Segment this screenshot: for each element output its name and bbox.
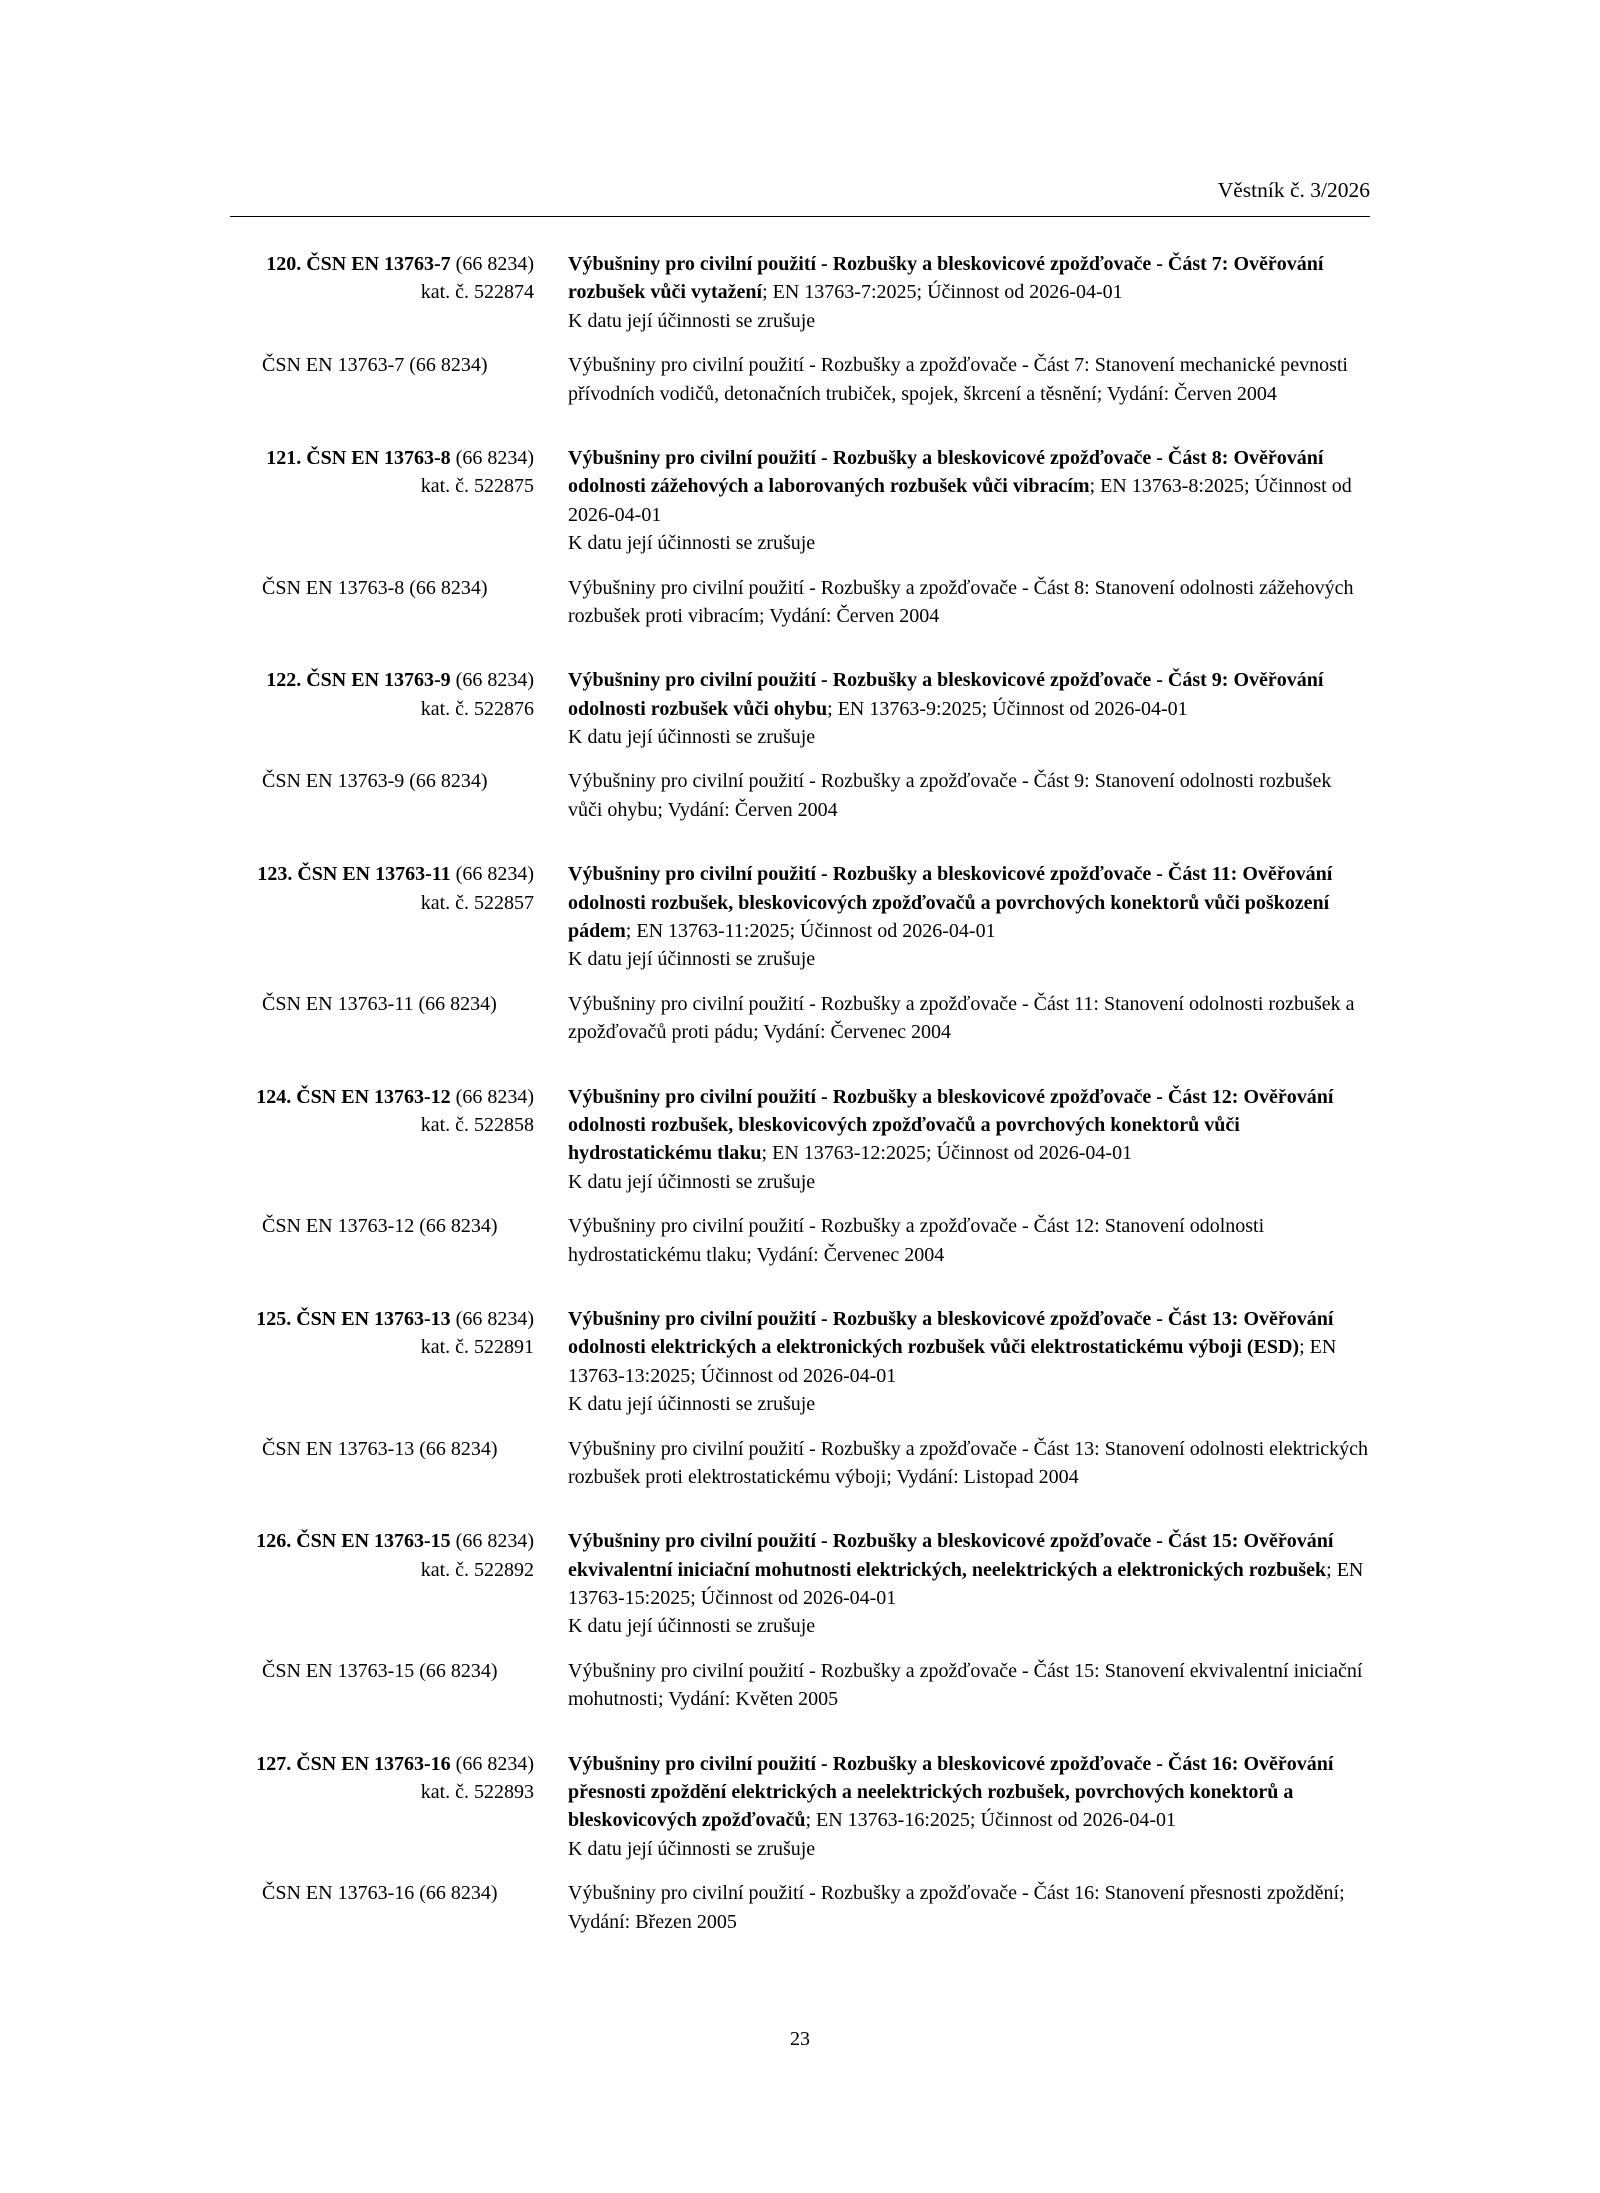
standard-title-tail: ; EN 13763-9:2025; Účinnost od 2026-04-01 <box>827 697 1188 720</box>
standard-identifier-block <box>230 1527 550 1584</box>
catalog-number: kat. č. 522858 <box>420 1113 534 1136</box>
superseded-description-block <box>550 574 1370 631</box>
standard-entry-main <box>230 1305 1370 1419</box>
standard-entry-main <box>230 860 1370 974</box>
superseded-code: ČSN EN 13763-16 (66 8234) <box>262 1882 498 1905</box>
standard-entry-main <box>230 1750 1370 1864</box>
superseded-description: Výbušniny pro civilní použití - Rozbušky a zpožďovače - Část 13: Stanovení odolnosti elektrických rozbušek proti elektrostatickému výboji; Vydání: Listopad 2004 <box>568 1437 1368 1488</box>
standard-code: ČSN EN 13763-11 <box>297 863 451 886</box>
cancellation-note: K datu její účinnosti se zrušuje <box>568 532 816 555</box>
superseded-description-block <box>550 1212 1370 1269</box>
standard-title-block <box>550 1083 1370 1197</box>
entry-number: 127. <box>256 1752 292 1775</box>
standard-title-tail: ; EN 13763-15:2025; Účinnost od 2026-04-01 <box>568 1558 1364 1610</box>
standard-entry-superseded <box>230 1212 1370 1269</box>
standard-code: ČSN EN 13763-12 <box>296 1085 451 1108</box>
standard-title-block <box>550 250 1370 335</box>
standard-title-block <box>550 1750 1370 1864</box>
standard-code: ČSN EN 13763-8 <box>306 446 451 469</box>
superseded-description: Výbušniny pro civilní použití - Rozbušky a zpožďovače - Část 16: Stanovení přesnosti zpoždění; Vydání: Březen 2005 <box>568 1882 1345 1933</box>
standard-code: ČSN EN 13763-16 <box>296 1752 451 1775</box>
standard-identifier-block <box>230 1750 550 1807</box>
header-divider <box>230 216 1370 217</box>
standard-entry <box>230 1527 1370 1713</box>
page-footer <box>0 2028 1600 2051</box>
catalog-number: kat. č. 522857 <box>420 891 534 914</box>
cancellation-note: K datu její účinnosti se zrušuje <box>568 1393 816 1416</box>
superseded-description-block <box>550 767 1370 824</box>
superseded-description-block <box>550 990 1370 1047</box>
standard-title-tail: ; EN 13763-13:2025; Účinnost od 2026-04-01 <box>568 1336 1337 1387</box>
standard-entry <box>230 1750 1370 1936</box>
superseded-code: ČSN EN 13763-12 (66 8234) <box>262 1215 498 1238</box>
superseded-identifier <box>230 1657 550 1685</box>
superseded-code: ČSN EN 13763-13 (66 8234) <box>262 1437 498 1460</box>
superseded-identifier <box>230 1879 550 1907</box>
cancellation-note: K datu její účinnosti se zrušuje <box>568 1615 816 1638</box>
standard-entry-main <box>230 250 1370 335</box>
superseded-code: ČSN EN 13763-15 (66 8234) <box>262 1659 498 1682</box>
catalog-number: kat. č. 522874 <box>420 281 534 304</box>
superseded-identifier <box>230 351 550 379</box>
standard-entry-superseded <box>230 574 1370 631</box>
superseded-code: ČSN EN 13763-8 (66 8234) <box>262 576 488 599</box>
standard-title-block <box>550 1527 1370 1641</box>
cancellation-note: K datu její účinnosti se zrušuje <box>568 1837 816 1860</box>
standard-title-block <box>550 666 1370 751</box>
standard-identifier-block <box>230 1305 550 1362</box>
entry-number: 126. <box>256 1530 292 1553</box>
standard-title-tail: ; EN 13763-7:2025; Účinnost od 2026-04-01 <box>762 281 1123 304</box>
standard-code: ČSN EN 13763-13 <box>296 1307 451 1330</box>
standard-entry-main <box>230 666 1370 751</box>
standard-identifier-block <box>230 250 550 307</box>
standard-code: ČSN EN 13763-9 <box>306 669 451 692</box>
superseded-identifier <box>230 574 550 602</box>
standard-class: (66 8234) <box>455 253 534 275</box>
superseded-identifier <box>230 990 550 1018</box>
standard-class: (66 8234) <box>455 1307 534 1330</box>
cancellation-note: K datu její účinnosti se zrušuje <box>568 309 816 332</box>
superseded-description-block <box>550 1879 1370 1936</box>
page-number: 23 <box>790 2028 810 2050</box>
standard-identifier-block <box>230 666 550 723</box>
standard-entry-superseded <box>230 1657 1370 1714</box>
standard-title: Výbušniny pro civilní použití - Rozbušky a bleskovicové zpožďovače - Část 16: Ověřování přesnosti zpoždění elektrických a neelektrických rozbušek, povrchových konektorů a bleskovicových zpožďovačů <box>568 1752 1334 1832</box>
superseded-code: ČSN EN 13763-9 (66 8234) <box>262 770 488 793</box>
bulletin-title: Věstník č. 3/2026 <box>1217 178 1370 202</box>
superseded-description: Výbušniny pro civilní použití - Rozbušky a zpožďovače - Část 7: Stanovení mechanické pevnosti přívodních vodičů, detonačních trubiček, spojek, škrcení a těsnění; Vydání: Červen 2004 <box>568 354 1348 405</box>
cancellation-note: K datu její účinnosti se zrušuje <box>568 1170 816 1193</box>
superseded-description: Výbušniny pro civilní použití - Rozbušky a zpožďovače - Část 11: Stanovení odolnosti rozbušek a zpožďovačů proti pádu; Vydání: Červenec 2004 <box>568 992 1355 1044</box>
catalog-number: kat. č. 522876 <box>420 697 534 720</box>
standard-entry-main <box>230 444 1370 558</box>
standard-identifier-block <box>230 1083 550 1140</box>
standard-title-tail: ; EN 13763-8:2025; Účinnost od 2026-04-01 <box>568 475 1352 526</box>
standard-class: (66 8234) <box>455 1085 534 1108</box>
standard-entry <box>230 444 1370 630</box>
catalog-number: kat. č. 522893 <box>420 1781 534 1804</box>
catalog-number: kat. č. 522892 <box>420 1558 534 1581</box>
standard-title: Výbušniny pro civilní použití - Rozbušky a bleskovicové zpožďovače - Část 11: Ověřování odolnosti rozbušek, bleskovicových zpožďovačů a povrchových konektorů vůči poškození pádem <box>568 863 1333 943</box>
standard-class: (66 8234) <box>455 863 534 886</box>
standard-identifier-block <box>230 860 550 917</box>
superseded-code: ČSN EN 13763-7 (66 8234) <box>262 354 488 377</box>
standard-title: Výbušniny pro civilní použití - Rozbušky a bleskovicové zpožďovače - Část 13: Ověřování odolnosti elektrických a elektronických rozbušek vůči elektrostatickému výboji (ESD) <box>568 1307 1334 1359</box>
standard-code: ČSN EN 13763-7 <box>306 253 451 275</box>
entry-number: 120. <box>266 253 302 275</box>
standard-entry <box>230 860 1370 1046</box>
catalog-number: kat. č. 522891 <box>420 1336 534 1359</box>
standard-entry-main <box>230 1083 1370 1197</box>
standard-title: Výbušniny pro civilní použití - Rozbušky a bleskovicové zpožďovače - Část 15: Ověřování ekvivalentní iniciační mohutnosti elektrických, neelektrických a elektronických rozbušek <box>568 1530 1334 1581</box>
standard-entry-main <box>230 1527 1370 1641</box>
cancellation-note: K datu její účinnosti se zrušuje <box>568 948 816 971</box>
superseded-identifier <box>230 1212 550 1240</box>
superseded-description: Výbušniny pro civilní použití - Rozbušky a zpožďovače - Část 12: Stanovení odolnosti hydrostatickému tlaku; Vydání: Červenec 2004 <box>568 1215 1265 1266</box>
standard-title: Výbušniny pro civilní použití - Rozbušky a bleskovicové zpožďovače - Část 8: Ověřování odolnosti zážehových a laborovaných rozbušek vůči vibracím <box>568 446 1324 498</box>
standard-title-block <box>550 444 1370 558</box>
standard-title: Výbušniny pro civilní použití - Rozbušky a bleskovicové zpožďovače - Část 7: Ověřování rozbušek vůči vytažení <box>568 253 1324 304</box>
entry-number: 121. <box>266 446 302 469</box>
standard-entry <box>230 250 1370 408</box>
superseded-code: ČSN EN 13763-11 (66 8234) <box>262 992 497 1015</box>
entry-number: 123. <box>257 863 293 886</box>
page-header <box>230 178 1370 204</box>
standard-title-block <box>550 860 1370 974</box>
superseded-description: Výbušniny pro civilní použití - Rozbušky a zpožďovače - Část 15: Stanovení ekvivalentní iniciační mohutnosti; Vydání: Květen 2005 <box>568 1659 1363 1711</box>
superseded-identifier <box>230 1435 550 1463</box>
superseded-description-block <box>550 1435 1370 1492</box>
standards-list <box>230 250 1370 1936</box>
standard-title: Výbušniny pro civilní použití - Rozbušky a bleskovicové zpožďovače - Část 9: Ověřování odolnosti rozbušek vůči ohybu <box>568 669 1324 720</box>
superseded-description: Výbušniny pro civilní použití - Rozbušky a zpožďovače - Část 9: Stanovení odolnosti rozbušek vůči ohybu; Vydání: Červen 2004 <box>568 770 1332 821</box>
standard-entry <box>230 1305 1370 1491</box>
entry-number: 125. <box>256 1307 292 1330</box>
standard-title-tail: ; EN 13763-16:2025; Účinnost od 2026-04-01 <box>805 1809 1176 1832</box>
standard-entry-superseded <box>230 1435 1370 1492</box>
standard-entry-superseded <box>230 767 1370 824</box>
cancellation-note: K datu její účinnosti se zrušuje <box>568 726 816 749</box>
standard-title: Výbušniny pro civilní použití - Rozbušky a bleskovicové zpožďovače - Část 12: Ověřování odolnosti rozbušek, bleskovicových zpožďovačů a povrchových konektorů vůči hydrostatickému tlaku <box>568 1085 1334 1165</box>
standard-class: (66 8234) <box>455 1752 534 1775</box>
standard-class: (66 8234) <box>455 1530 534 1553</box>
standard-title-block <box>550 1305 1370 1419</box>
entry-number: 122. <box>266 669 302 692</box>
standard-code: ČSN EN 13763-15 <box>296 1530 451 1553</box>
standard-class: (66 8234) <box>455 446 534 469</box>
catalog-number: kat. č. 522875 <box>420 475 534 498</box>
standard-entry-superseded <box>230 351 1370 408</box>
standard-entry-superseded <box>230 990 1370 1047</box>
standard-identifier-block <box>230 444 550 501</box>
superseded-description-block <box>550 351 1370 408</box>
standard-entry <box>230 666 1370 824</box>
standard-class: (66 8234) <box>455 669 534 692</box>
superseded-identifier <box>230 767 550 795</box>
standard-entry <box>230 1083 1370 1269</box>
standard-entry-superseded <box>230 1879 1370 1936</box>
standard-title-tail: ; EN 13763-11:2025; Účinnost od 2026-04-01 <box>625 920 996 943</box>
superseded-description: Výbušniny pro civilní použití - Rozbušky a zpožďovače - Část 8: Stanovení odolnosti zážehových rozbušek proti vibracím; Vydání: Červen 2004 <box>568 576 1354 627</box>
entry-number: 124. <box>256 1085 292 1108</box>
standard-title-tail: ; EN 13763-12:2025; Účinnost od 2026-04-01 <box>761 1142 1133 1165</box>
superseded-description-block <box>550 1657 1370 1714</box>
